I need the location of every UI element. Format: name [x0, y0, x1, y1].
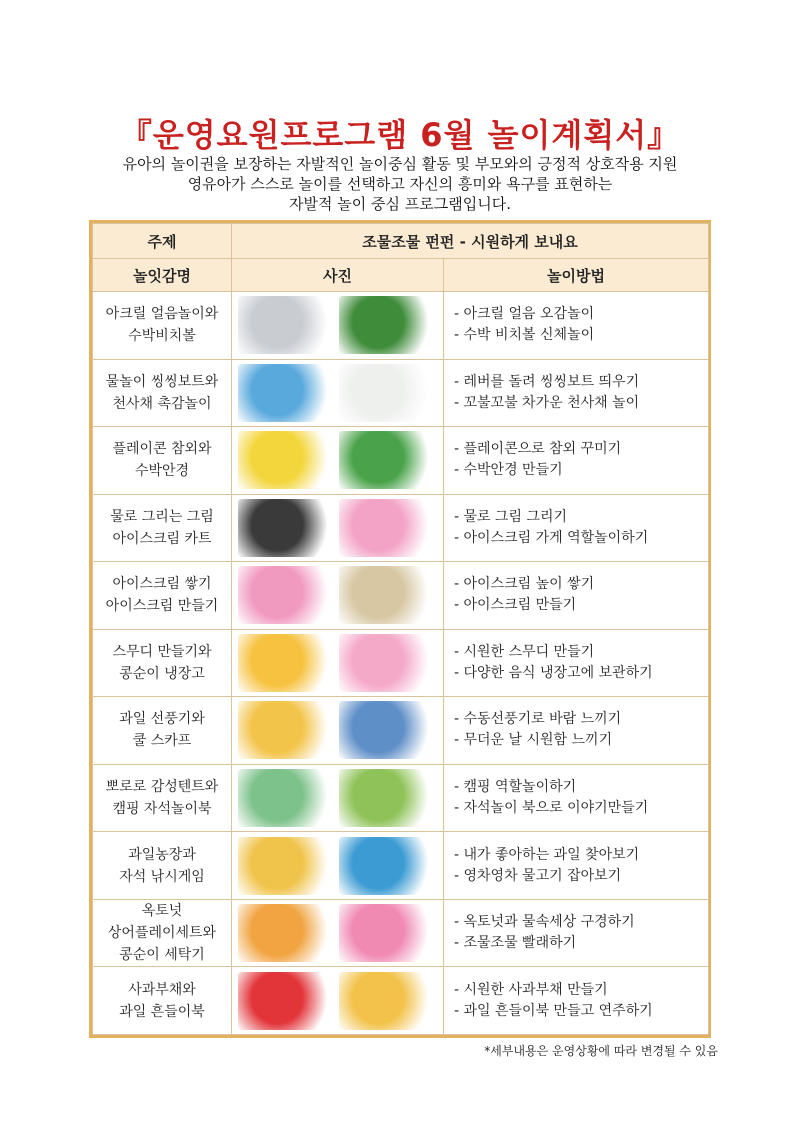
toy-name-cell [93, 562, 232, 630]
play-method-line: - 물로 그림 그리기 [454, 508, 568, 525]
col-header-photo: 사진 [232, 259, 444, 292]
toy-image [238, 364, 336, 422]
toy-photo [238, 769, 437, 827]
intro-line: 영유아가 스스로 놀이를 선택하고 자신의 흥미와 욕구를 표현하는 [187, 175, 613, 193]
plan-table-frame [89, 220, 711, 1038]
play-method-cell [444, 899, 709, 967]
toy-name-line: 자석 낚시게임 [119, 868, 205, 885]
toy-image [339, 431, 437, 489]
photo-cell [232, 832, 444, 900]
play-method-cell [444, 494, 709, 562]
theme-row [93, 224, 709, 259]
toy-name-line: 물놀이 씽씽보트와 [105, 373, 219, 390]
toy-name-line: 콩순이 냉장고 [119, 665, 205, 682]
toy-photo [238, 364, 437, 422]
play-method-line: - 옥토넛과 물속세상 구경하기 [454, 914, 635, 931]
play-method-line: - 시원한 스무디 만들기 [454, 643, 595, 660]
play-method-cell [444, 292, 709, 360]
play-method-line: - 아이스크림 가게 역할놀이하기 [454, 529, 649, 546]
toy-name-line: 아이스크림 카트 [112, 530, 212, 547]
play-method-line: - 영차영차 물고기 잡아보기 [454, 867, 622, 884]
col-header-name: 놀잇감명 [93, 259, 232, 292]
toy-name-line: 아이스크림 만들기 [105, 598, 219, 615]
toy-name-line: 수박안경 [134, 463, 190, 480]
play-method-line: - 아이스크림 높이 쌓기 [454, 576, 595, 593]
toy-name-cell [93, 427, 232, 495]
toy-image [238, 499, 336, 557]
toy-name-cell [93, 697, 232, 765]
toy-image [339, 972, 437, 1030]
toy-image [238, 837, 336, 895]
table-row [93, 899, 709, 967]
play-method-cell [444, 562, 709, 630]
play-method-cell [444, 629, 709, 697]
plan-table [92, 223, 709, 1035]
play-method-line: - 다양한 음식 냉장고에 보관하기 [454, 664, 653, 681]
table-row [93, 967, 709, 1035]
toy-photo [238, 566, 437, 624]
col-header-method: 놀이방법 [444, 259, 709, 292]
toy-image [339, 364, 437, 422]
toy-photo [238, 296, 437, 354]
toy-image [339, 296, 437, 354]
play-method-line: - 꼬불꼬불 차가운 천사채 놀이 [454, 394, 640, 411]
toy-name-line: 스무디 만들기와 [112, 643, 212, 660]
toy-image [339, 701, 437, 759]
toy-image [238, 769, 336, 827]
toy-image [238, 972, 336, 1030]
toy-name-line: 콩순이 세탁기 [119, 947, 205, 964]
table-row [93, 562, 709, 630]
toy-image [339, 769, 437, 827]
theme-value: 조물조물 펀펀 - 시원하게 보내요 [232, 224, 709, 259]
photo-cell [232, 359, 444, 427]
page-title: 『운영요원프로그램 6월 놀이계획서』 [119, 116, 681, 154]
toy-image [238, 904, 336, 962]
toy-name-cell [93, 629, 232, 697]
toy-image [339, 566, 437, 624]
photo-cell [232, 629, 444, 697]
toy-name-line: 물로 그리는 그림 [110, 508, 214, 525]
play-method-cell [444, 764, 709, 832]
play-method-cell [444, 359, 709, 427]
toy-name-line: 쿨 스카프 [132, 733, 192, 750]
play-method-line: - 아크릴 얼음 오감놀이 [454, 306, 595, 323]
table-row [93, 832, 709, 900]
toy-image [238, 566, 336, 624]
play-method-line: - 수박 비치볼 신체놀이 [454, 327, 595, 344]
photo-cell [232, 967, 444, 1035]
toy-name-line: 뽀로로 감성텐트와 [105, 778, 219, 795]
toy-name-cell [93, 832, 232, 900]
play-method-line: - 조물조물 빨래하기 [454, 935, 577, 952]
play-method-line: - 자석놀이 북으로 이야기만들기 [454, 799, 649, 816]
play-method-line: - 플레이콘으로 참외 꾸미기 [454, 441, 622, 458]
toy-name-line: 플레이콘 참외와 [112, 441, 212, 458]
toy-name-cell [93, 494, 232, 562]
toy-name-line: 과일 흔들이북 [119, 1003, 205, 1020]
play-method-line: - 캠핑 역할놀이하기 [454, 778, 577, 795]
toy-name-cell [93, 967, 232, 1035]
toy-image [238, 431, 336, 489]
play-method-cell [444, 832, 709, 900]
toy-name-line: 과일농장과 [128, 846, 196, 863]
toy-name-line: 아이스크림 쌓기 [112, 576, 212, 593]
toy-photo [238, 972, 437, 1030]
table-row [93, 697, 709, 765]
photo-cell [232, 292, 444, 360]
toy-name-line: 천사채 촉감놀이 [112, 395, 212, 412]
play-method-line: - 수동선풍기로 바람 느끼기 [454, 711, 622, 728]
toy-image [339, 634, 437, 692]
footnote: *세부내용은 운영상황에 따라 변경될 수 있음 [484, 1044, 718, 1058]
play-method-line: - 내가 좋아하는 과일 찾아보기 [454, 846, 640, 863]
toy-name-line: 수박비치볼 [128, 328, 196, 345]
play-method-line: - 시원한 사과부채 만들기 [454, 981, 608, 998]
toy-photo [238, 904, 437, 962]
toy-image [339, 904, 437, 962]
photo-cell [232, 764, 444, 832]
toy-name-line: 옥토넛 [141, 903, 183, 920]
toy-name-line: 상어플레이세트와 [107, 925, 217, 942]
play-method-line: - 레버를 돌려 씽씽보트 띄우기 [454, 373, 640, 390]
toy-image [339, 837, 437, 895]
toy-name-line: 과일 선풍기와 [119, 711, 205, 728]
play-method-line: - 무더운 날 시원함 느끼기 [454, 732, 613, 749]
photo-cell [232, 494, 444, 562]
toy-photo [238, 701, 437, 759]
toy-name-cell [93, 899, 232, 967]
intro-text [0, 154, 800, 214]
toy-name-line: 아크릴 얼음놀이와 [105, 306, 219, 323]
toy-image [238, 634, 336, 692]
column-header-row [93, 259, 709, 292]
play-method-line: - 과일 흔들이북 만들고 연주하기 [454, 1002, 653, 1019]
intro-line: 유아의 놀이권을 보장하는 자발적인 놀이중심 활동 및 부모와의 긍정적 상호작용 지원 [122, 155, 678, 173]
theme-label: 주제 [93, 224, 232, 259]
play-method-line: - 수박안경 만들기 [454, 462, 563, 479]
play-method-cell [444, 967, 709, 1035]
toy-name-cell [93, 359, 232, 427]
table-row [93, 292, 709, 360]
toy-photo [238, 431, 437, 489]
toy-name-cell [93, 764, 232, 832]
photo-cell [232, 899, 444, 967]
play-method-line: - 아이스크림 만들기 [454, 597, 577, 614]
toy-photo [238, 837, 437, 895]
toy-image [339, 499, 437, 557]
toy-name-cell [93, 292, 232, 360]
toy-photo [238, 634, 437, 692]
table-row [93, 427, 709, 495]
photo-cell [232, 562, 444, 630]
photo-cell [232, 427, 444, 495]
table-row [93, 494, 709, 562]
intro-line: 자발적 놀이 중심 프로그램입니다. [289, 195, 511, 213]
play-method-cell [444, 427, 709, 495]
table-row [93, 359, 709, 427]
toy-name-line: 캠핑 자석놀이북 [112, 800, 212, 817]
play-method-cell [444, 697, 709, 765]
toy-image [238, 701, 336, 759]
toy-image [238, 296, 336, 354]
toy-photo [238, 499, 437, 557]
table-row [93, 764, 709, 832]
table-row [93, 629, 709, 697]
toy-name-line: 사과부채와 [128, 981, 196, 998]
photo-cell [232, 697, 444, 765]
